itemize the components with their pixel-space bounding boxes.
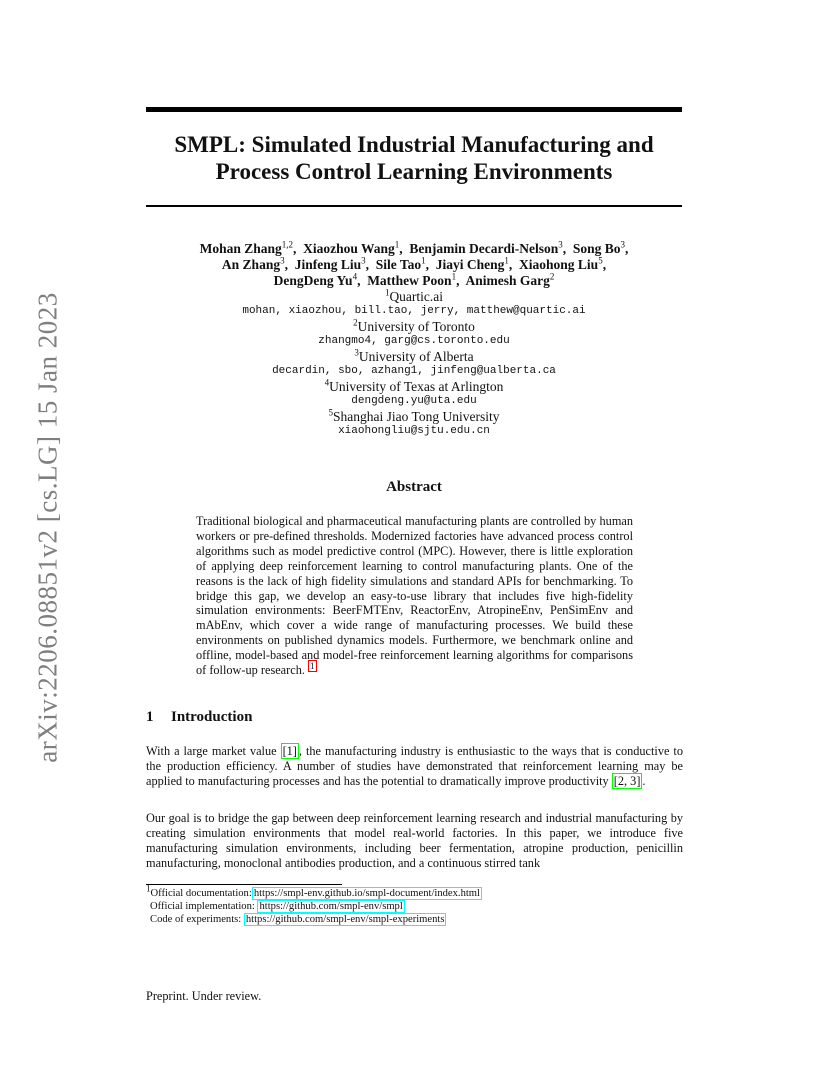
paragraph-text: , the manufacturing industry is enthusiastic to the ways that is conductive to the production efficiency. A number of studies have demonstrated that reinforcement learning may be applied to manufacturing processes and has the potential to dramatically improve productivity (146, 744, 683, 788)
title-line-1: SMPL: Simulated Industrial Manufacturing and (174, 132, 654, 157)
author-name: Benjamin Decardi-Nelson (409, 241, 559, 256)
affiliation-label: Shanghai Jiao Tong University (333, 409, 500, 424)
author-affiliation-mark: 1 (421, 255, 426, 266)
author-affiliation-mark: 3 (558, 239, 563, 250)
footnote-label: Official documentation: (150, 888, 252, 899)
author-list (146, 241, 682, 289)
title-bottom-rule (146, 205, 682, 207)
author-name: Xiaohong Liu (519, 257, 599, 272)
author-name: Xiaozhou Wang (303, 241, 395, 256)
footnote-label: Official implementation: (150, 901, 258, 912)
author-name: Jiayi Cheng (435, 257, 505, 272)
author-affiliation-mark: 3 (280, 255, 285, 266)
author-name: Matthew Poon (367, 273, 452, 288)
author-name: Jinfeng Liu (294, 257, 362, 272)
author-name: An Zhang (221, 257, 281, 272)
author-affiliation-mark: 1 (394, 239, 400, 250)
affiliation-mark: 4 (324, 377, 330, 388)
author-affiliation-mark: 5 (598, 255, 603, 266)
author-affiliation-mark: 1,2 (281, 239, 293, 250)
intro-paragraph-1 (146, 744, 683, 789)
page-footer: Preprint. Under review. (146, 989, 262, 1003)
citation-link[interactable]: [2, 3] (613, 773, 641, 788)
author-affiliation-mark: 1 (451, 271, 457, 282)
author-line: DengDeng Yu$^4$, Matthew Poon$^1$, Animesh Garg$^2$ (273, 271, 555, 288)
author-name: Animesh Garg (465, 273, 550, 288)
footnote-line (146, 900, 686, 913)
affiliation-mark: 2 (353, 317, 358, 328)
author-line: Mohan Zhang$^{1,2}$, Xiaozhou Wang$^1$, Benjamin Decardi-Nelson$^3$, Song Bo$^3$, (199, 239, 629, 256)
footnote-label: Code of experiments: (150, 914, 244, 925)
author-affiliation-mark: 1 (504, 255, 509, 266)
affiliation-label: Quartic.ai (389, 289, 444, 304)
author-line: An Zhang$^3$, Jinfeng Liu$^3$, Sile Tao$^1$, Jiayi Cheng$^1$, Xiaohong Liu$^5$, (221, 255, 607, 272)
affiliation-list (146, 289, 682, 439)
affiliation-mark: 5 (328, 407, 334, 418)
author-affiliation-mark: 3 (361, 255, 366, 266)
intro-paragraph-2: Our goal is to bridge the gap between deep reinforcement learning research and industrial manufacturing by creating simulation environments that model real-world factories. In this paper, we introduce five manufacturing simulation environments, including beer fermentation, atropine production, penicillin manufacturing, monoclonal antibodies production, and a continuous stirred tank (146, 811, 683, 870)
affiliation-emails: xiaohongliu@sjtu.edu.cn (338, 425, 490, 437)
footnote-link[interactable]: 1 (310, 660, 315, 671)
section-heading (146, 709, 252, 726)
paragraph-text: With a large market value (146, 744, 281, 758)
affiliation-mark: 3 (354, 347, 359, 358)
arxiv-stamp: arXiv:2206.08851v2 [cs.LG] 15 Jan 2023 (32, 292, 63, 763)
paper-title (146, 131, 682, 185)
author-affiliation-mark: 4 (352, 271, 358, 282)
affiliation-name (146, 319, 682, 334)
affiliation-name (146, 349, 682, 364)
footnote-line (146, 913, 686, 926)
section-number: 1 (146, 709, 154, 725)
affiliation-mark: 1 (384, 287, 390, 298)
affiliation-name (146, 379, 682, 394)
affiliation-emails: zhangmo4, garg@cs.toronto.edu (318, 335, 510, 347)
title-line-2: Process Control Learning Environments (215, 159, 613, 184)
author-name: DengDeng Yu (273, 273, 353, 288)
author-name: Song Bo (572, 241, 621, 256)
affiliation-emails: dengdeng.yu@uta.edu (351, 395, 477, 407)
abstract-heading: Abstract (386, 479, 442, 495)
documentation-link[interactable]: https://smpl-env.github.io/smpl-document/index.html (253, 888, 480, 899)
footnote-line (146, 883, 686, 900)
affiliation-name (146, 289, 682, 304)
author-affiliation-mark: 2 (549, 271, 555, 282)
abstract-body (196, 514, 633, 678)
affiliation-label: University of Alberta (358, 349, 474, 364)
affiliation-name (146, 409, 682, 424)
abstract-text: Traditional biological and pharmaceutical manufacturing plants are controlled by human workers or pre-defined thresholds. Modernized factories have advanced process control algorithms such as model predictive control (MPC). However, there is little exploration of applying deep reinforcement learning to control manufacturing plants. One of the reasons is the lack of high fidelity simulations and standard APIs for benchmarking. To bridge this gap, we develop an easy-to-use library that includes five high-fidelity simulation environments: BeerFMTEnv, ReactorEnv, AtropineEnv, PenSimEnv and mAbEnv, which cover a wide range of manufacturing processes. We build these environments on published dynamics models. Furthermore, we benchmark online and offline, model-based and model-free reinforcement learning algorithms for comparisons of follow-up research. (196, 514, 633, 678)
footnote-rule (146, 884, 342, 885)
affiliation-emails: decardin, sbo, azhang1, jinfeng@ualberta.ca (272, 365, 556, 377)
title-top-rule (146, 107, 682, 112)
paragraph-text: . (642, 773, 646, 788)
author-affiliation-mark: 3 (620, 239, 626, 250)
implementation-link[interactable]: https://github.com/smpl-env/smpl (259, 901, 403, 912)
footnotes (146, 883, 686, 926)
footnote-mark: 1 (146, 883, 151, 894)
section-title: Introduction (171, 709, 253, 725)
author-name: Sile Tao (375, 257, 422, 272)
experiments-link[interactable]: https://github.com/smpl-env/smpl-experiments (245, 914, 445, 925)
citation-link[interactable]: [1] (282, 744, 297, 758)
affiliation-emails: mohan, xiaozhou, bill.tao, jerry, matthew@quartic.ai (242, 305, 586, 317)
author-name: Mohan Zhang (199, 241, 282, 256)
affiliation-label: University of Texas at Arlington (329, 379, 504, 394)
affiliation-label: University of Toronto (357, 319, 475, 334)
